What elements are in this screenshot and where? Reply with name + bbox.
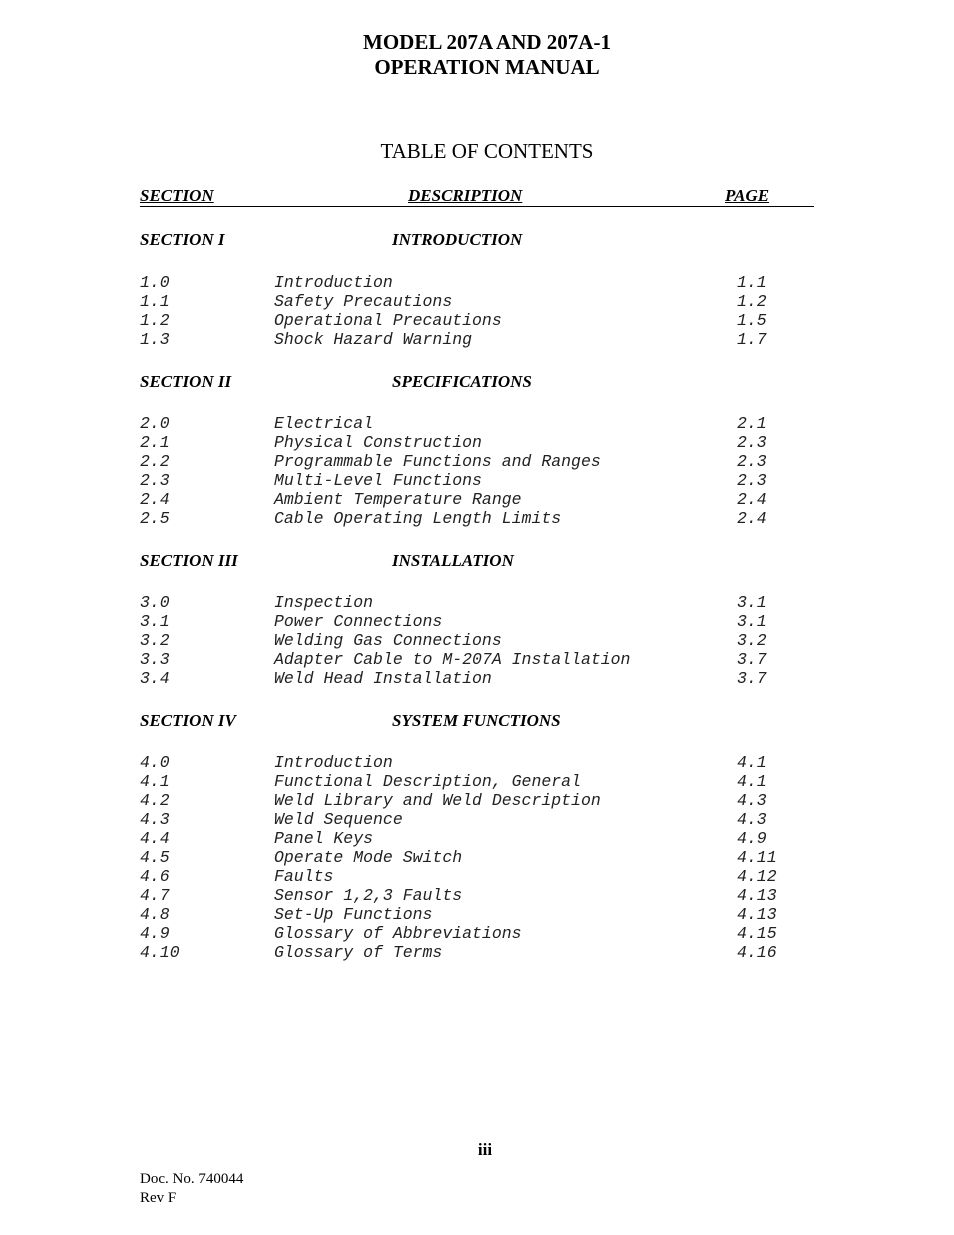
section-label: SECTION IV [140,711,236,730]
toc-entry: 4.0 Introduction 4.1 [140,753,767,772]
toc-column-header [140,186,814,207]
toc-entry: 4.4 Panel Keys 4.9 [140,829,767,848]
toc-entry: 3.1 Power Connections 3.1 [140,612,767,631]
toc-entry: 4.5 Operate Mode Switch 4.11 [140,848,777,867]
toc-entry: 4.10 Glossary of Terms 4.16 [140,943,777,962]
column-header-section: SECTION [140,186,214,205]
toc-entry: 4.7 Sensor 1,2,3 Faults 4.13 [140,886,777,905]
toc-entry: 1.0 Introduction 1.1 [140,273,767,292]
toc-entry: 4.1 Functional Description, General 4.1 [140,772,767,791]
toc-entry: 4.6 Faults 4.12 [140,867,777,886]
toc-entry: 4.9 Glossary of Abbreviations 4.15 [140,924,777,943]
toc-entry: 1.1 Safety Precautions 1.2 [140,292,767,311]
toc-entry: 2.5 Cable Operating Length Limits 2.4 [140,509,767,528]
manual-title-line2: OPERATION MANUAL [374,55,600,79]
section-label: SECTION I [140,230,225,249]
section-title: SYSTEM FUNCTIONS [392,711,561,730]
doc-number: Doc. No. 740044 [140,1171,244,1187]
toc-entry: 2.4 Ambient Temperature Range 2.4 [140,490,767,509]
manual-title-line1: MODEL 207A AND 207A-1 [363,30,611,54]
toc-entry: 2.0 Electrical 2.1 [140,414,767,433]
toc-entry: 3.3 Adapter Cable to M-207A Installation 3.7 [140,650,767,669]
toc-entry: 4.3 Weld Sequence 4.3 [140,810,767,829]
toc-entry: 2.3 Multi-Level Functions 2.3 [140,471,767,490]
toc-entry: 4.2 Weld Library and Weld Description 4.3 [140,791,767,810]
toc-entry: 3.2 Welding Gas Connections 3.2 [140,631,767,650]
section-title: INTRODUCTION [392,230,523,249]
toc-entry: 2.2 Programmable Functions and Ranges 2.3 [140,452,767,471]
section-label: SECTION III [140,551,238,570]
section-title: SPECIFICATIONS [392,372,532,391]
column-header-page: PAGE [725,186,770,205]
toc-entry: 1.3 Shock Hazard Warning 1.7 [140,330,767,349]
revision: Rev F [140,1190,177,1206]
toc-entry: 3.4 Weld Head Installation 3.7 [140,669,767,688]
column-header-description: DESCRIPTION [408,186,523,205]
toc-entry: 3.0 Inspection 3.1 [140,593,767,612]
toc-entry: 2.1 Physical Construction 2.3 [140,433,767,452]
section-title: INSTALLATION [392,551,514,570]
toc-entry: 4.8 Set-Up Functions 4.13 [140,905,777,924]
toc-title: TABLE OF CONTENTS [380,139,594,163]
toc-entry: 1.2 Operational Precautions 1.5 [140,311,767,330]
page-number: iii [477,1140,493,1159]
section-label: SECTION II [140,372,232,391]
